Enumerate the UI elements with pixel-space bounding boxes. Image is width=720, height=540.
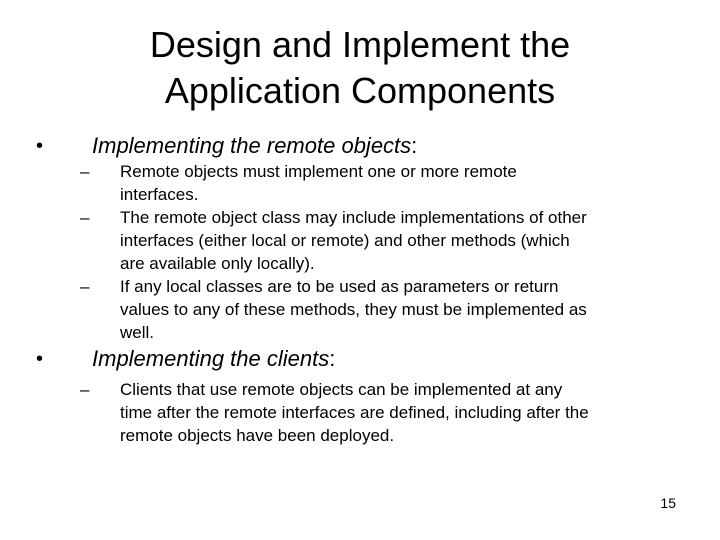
sub-item-line: well.	[120, 323, 155, 342]
bullet-heading-suffix: :	[329, 346, 336, 371]
bullet-heading-italic: Implementing the clients	[92, 346, 330, 371]
sub-item-line: interfaces (either local or remote) and other methods (which	[120, 231, 570, 250]
sub-item-text	[120, 206, 680, 275]
bullet-heading	[92, 133, 417, 159]
sub-item-text	[120, 160, 680, 206]
sub-item-line: Remote objects must implement one or more remote	[120, 162, 517, 181]
bullet-heading-italic: Implementing the remote objects	[92, 133, 412, 158]
dash-mark: –	[80, 208, 90, 227]
sub-item-line: values to any of these methods, they must be implemented as	[120, 300, 587, 319]
sub-item-line: The remote object class may include implementations of other	[120, 208, 587, 227]
dash-mark: –	[80, 380, 90, 399]
sub-item-text	[120, 378, 680, 447]
slide-title	[0, 22, 720, 114]
bullet-heading-suffix: :	[411, 133, 418, 158]
sub-item-line: remote objects have been deployed.	[120, 426, 395, 445]
sub-item-line: Clients that use remote objects can be implemented at any	[120, 380, 563, 399]
dash-mark: –	[80, 162, 90, 181]
bullet-mark: •	[36, 135, 44, 157]
bullet-heading	[92, 346, 335, 372]
dash-mark: –	[80, 277, 90, 296]
sub-item-line: are available only locally).	[120, 254, 315, 273]
sub-item-line: time after the remote interfaces are defined, including after the	[120, 403, 589, 422]
sub-item-line: If any local classes are to be used as parameters or return	[120, 277, 559, 296]
sub-item-line: interfaces.	[120, 185, 199, 204]
bullet-mark: •	[36, 348, 44, 370]
slide-title-line-1: Design and Implement the	[149, 24, 571, 65]
slide-title-line-2: Application Components	[164, 70, 556, 111]
sub-item-text	[120, 275, 680, 344]
page-number: 15	[660, 495, 676, 511]
